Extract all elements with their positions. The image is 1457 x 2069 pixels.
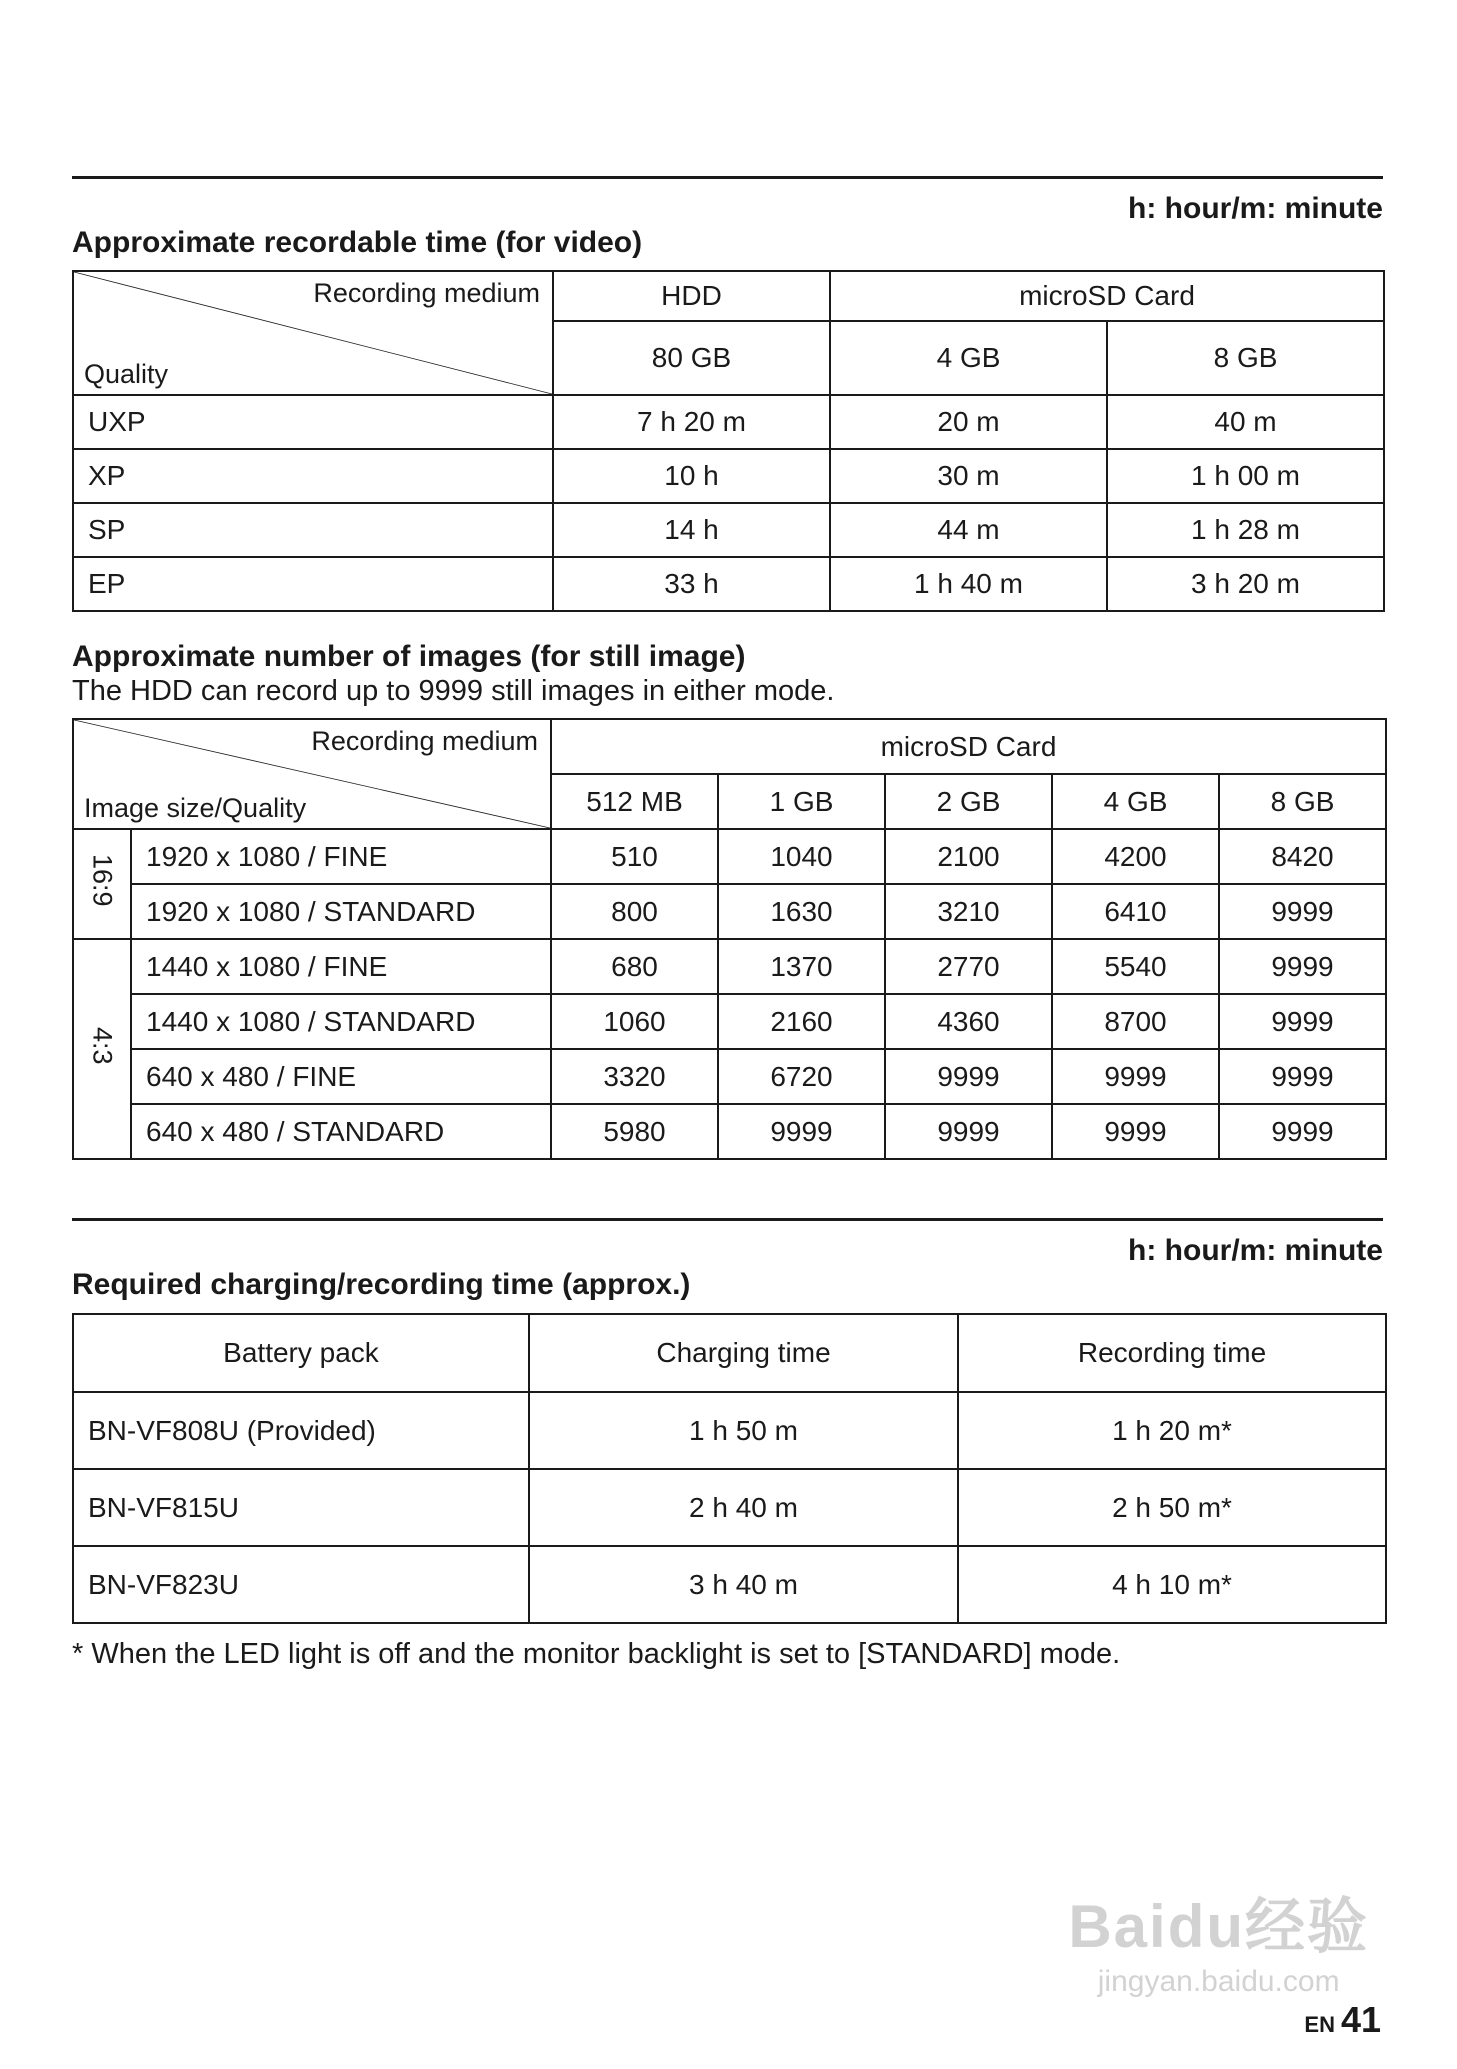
table-row — [73, 829, 1386, 884]
image-size-cell: 640 x 480 / FINE — [131, 1049, 551, 1104]
recording-time-cell: 4 h 10 m* — [958, 1546, 1386, 1623]
battery-pack-cell: BN-VF808U (Provided) — [73, 1392, 529, 1469]
charging-table-title: Required charging/recording time (approx.) — [72, 1268, 691, 1301]
image-size-quality-label: Image size/Quality — [84, 793, 307, 823]
image-size-cell: 1920 x 1080 / STANDARD — [131, 884, 551, 939]
image-size-cell: 1440 x 1080 / STANDARD — [131, 994, 551, 1049]
count-cell: 9999 — [1219, 884, 1386, 939]
table-row — [73, 557, 1384, 611]
count-cell: 2160 — [718, 994, 885, 1049]
watermark-url: jingyan.baidu.com — [1097, 1965, 1340, 1998]
time-cell: 44 m — [830, 503, 1107, 557]
time-cell: 1 h 40 m — [830, 557, 1107, 611]
media-microsd-header: microSD Card — [830, 271, 1384, 321]
capacity-header: 4 GB — [830, 321, 1107, 395]
capacity-header: 1 GB — [718, 774, 885, 829]
charging-time-cell: 2 h 40 m — [529, 1469, 958, 1546]
video-table-title: Approximate recordable time (for video) — [72, 226, 643, 259]
time-cell: 1 h 00 m — [1107, 449, 1384, 503]
capacity-header: 80 GB — [553, 321, 830, 395]
table-corner-header — [73, 271, 553, 395]
column-header: Battery pack — [73, 1314, 529, 1392]
count-cell: 1060 — [551, 994, 718, 1049]
count-cell: 6410 — [1052, 884, 1219, 939]
count-cell: 8420 — [1219, 829, 1386, 884]
recording-medium-label: Recording medium — [311, 726, 538, 756]
capacity-header: 512 MB — [551, 774, 718, 829]
still-table-note: The HDD can record up to 9999 still images in either mode. — [72, 675, 835, 707]
charging-footnote: * When the LED light is off and the monitor backlight is set to [STANDARD] mode. — [72, 1638, 1121, 1670]
time-cell: 1 h 28 m — [1107, 503, 1384, 557]
still-image-count-table — [72, 718, 1387, 1160]
count-cell: 2770 — [885, 939, 1052, 994]
count-cell: 6720 — [718, 1049, 885, 1104]
battery-pack-cell: BN-VF815U — [73, 1469, 529, 1546]
image-size-cell: 1920 x 1080 / FINE — [131, 829, 551, 884]
count-cell: 1630 — [718, 884, 885, 939]
table-row — [73, 994, 1386, 1049]
capacity-header: 8 GB — [1107, 321, 1384, 395]
table-row — [73, 1469, 1386, 1546]
section-divider — [72, 176, 1383, 179]
table-row — [73, 1049, 1386, 1104]
section-divider — [72, 1218, 1383, 1221]
capacity-header: 8 GB — [1219, 774, 1386, 829]
column-header: Charging time — [529, 1314, 958, 1392]
page-number-value: 41 — [1340, 1999, 1381, 2040]
recording-time-cell: 1 h 20 m* — [958, 1392, 1386, 1469]
quality-cell: SP — [73, 503, 553, 557]
column-header: Recording time — [958, 1314, 1386, 1392]
battery-pack-cell: BN-VF823U — [73, 1546, 529, 1623]
count-cell: 9999 — [885, 1049, 1052, 1104]
quality-cell: XP — [73, 449, 553, 503]
table-corner-header — [73, 719, 551, 829]
count-cell: 4360 — [885, 994, 1052, 1049]
count-cell: 9999 — [1219, 939, 1386, 994]
count-cell: 9999 — [1052, 1049, 1219, 1104]
time-cell: 3 h 20 m — [1107, 557, 1384, 611]
count-cell: 3210 — [885, 884, 1052, 939]
count-cell: 9999 — [1219, 1104, 1386, 1159]
video-recordable-time-table — [72, 270, 1385, 612]
image-size-cell: 640 x 480 / STANDARD — [131, 1104, 551, 1159]
count-cell: 680 — [551, 939, 718, 994]
time-cell: 30 m — [830, 449, 1107, 503]
time-cell: 10 h — [553, 449, 830, 503]
media-hdd-header: HDD — [553, 271, 830, 321]
count-cell: 3320 — [551, 1049, 718, 1104]
count-cell: 9999 — [1219, 1049, 1386, 1104]
quality-cell: EP — [73, 557, 553, 611]
count-cell: 1040 — [718, 829, 885, 884]
aspect-ratio-cell — [73, 939, 131, 1159]
recording-time-cell: 2 h 50 m* — [958, 1469, 1386, 1546]
time-cell: 14 h — [553, 503, 830, 557]
count-cell: 4200 — [1052, 829, 1219, 884]
table-row — [73, 1104, 1386, 1159]
time-cell: 20 m — [830, 395, 1107, 449]
count-cell: 8700 — [1052, 994, 1219, 1049]
page-number — [1304, 1999, 1381, 2041]
count-cell: 800 — [551, 884, 718, 939]
count-cell: 2100 — [885, 829, 1052, 884]
watermark-logo-text: Baidu经验 — [1068, 1893, 1369, 1960]
charging-recording-time-table — [72, 1313, 1387, 1624]
capacity-header: 4 GB — [1052, 774, 1219, 829]
table-row — [73, 1546, 1386, 1623]
aspect-ratio-label: 16:9 — [87, 854, 118, 907]
count-cell: 9999 — [885, 1104, 1052, 1159]
count-cell: 1370 — [718, 939, 885, 994]
table-row — [73, 1392, 1386, 1469]
recording-medium-label: Recording medium — [313, 278, 540, 308]
charging-time-cell: 3 h 40 m — [529, 1546, 958, 1623]
time-cell: 40 m — [1107, 395, 1384, 449]
count-cell: 510 — [551, 829, 718, 884]
count-cell: 9999 — [1219, 994, 1386, 1049]
count-cell: 5540 — [1052, 939, 1219, 994]
table-row — [73, 884, 1386, 939]
media-microsd-header: microSD Card — [551, 719, 1386, 774]
baidu-watermark — [1068, 1879, 1369, 1999]
charging-time-cell: 1 h 50 m — [529, 1392, 958, 1469]
language-code: EN — [1304, 2012, 1335, 2037]
aspect-ratio-label: 4:3 — [87, 1026, 118, 1065]
table-row — [73, 449, 1384, 503]
still-table-title: Approximate number of images (for still image) — [72, 640, 746, 673]
count-cell: 9999 — [718, 1104, 885, 1159]
table-row — [73, 503, 1384, 557]
unit-note: h: hour/m: minute — [1128, 1234, 1383, 1267]
aspect-ratio-cell — [73, 829, 131, 939]
unit-note: h: hour/m: minute — [1128, 192, 1383, 225]
count-cell: 5980 — [551, 1104, 718, 1159]
image-size-cell: 1440 x 1080 / FINE — [131, 939, 551, 994]
time-cell: 7 h 20 m — [553, 395, 830, 449]
quality-cell: UXP — [73, 395, 553, 449]
time-cell: 33 h — [553, 557, 830, 611]
count-cell: 9999 — [1052, 1104, 1219, 1159]
capacity-header: 2 GB — [885, 774, 1052, 829]
quality-label: Quality — [84, 359, 169, 389]
table-row — [73, 395, 1384, 449]
table-row — [73, 939, 1386, 994]
